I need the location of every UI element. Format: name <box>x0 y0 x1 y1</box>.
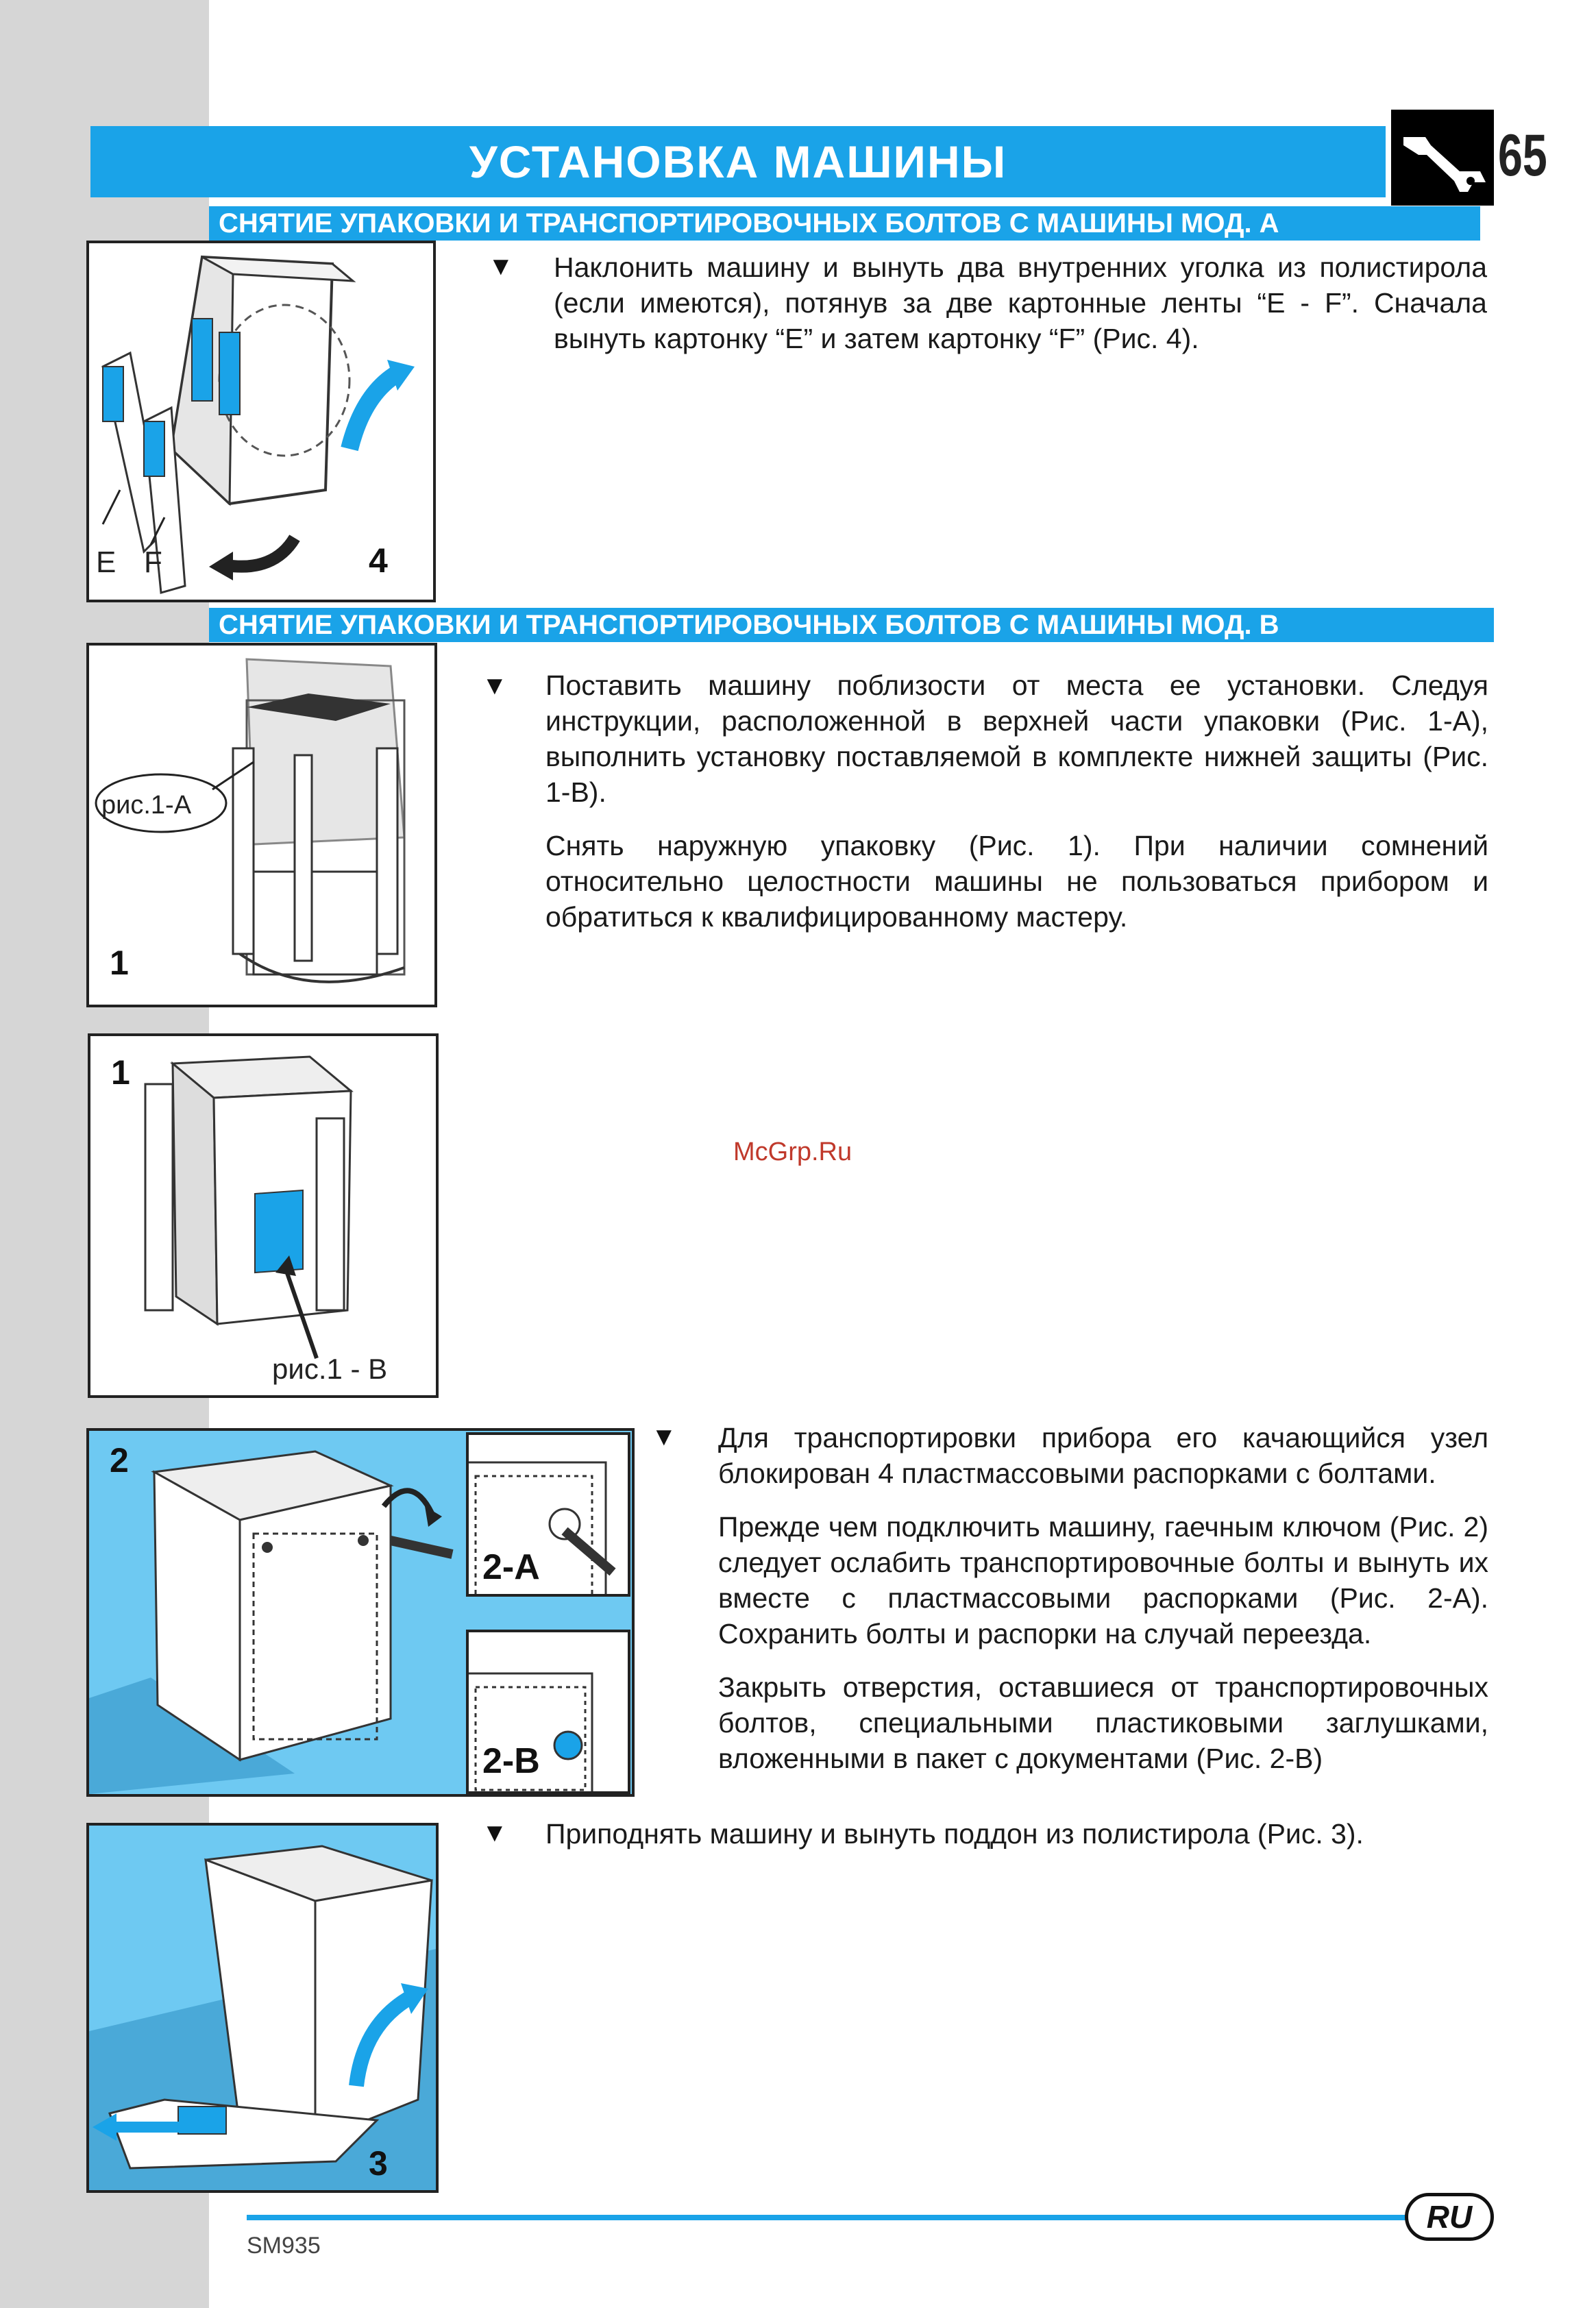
figure-4-label-f: F <box>144 545 162 579</box>
figure-4-label-e: E <box>96 545 116 579</box>
figure-1-callout: рис.1-A <box>101 791 192 820</box>
figure-1b <box>88 1033 439 1398</box>
figure-2a-illustration <box>469 1435 628 1594</box>
figure-2b-label: 2-B <box>482 1741 540 1781</box>
language-badge: RU <box>1405 2193 1494 2241</box>
figure-2b-illustration <box>469 1632 628 1791</box>
bullet-2: ▼ <box>482 672 508 700</box>
text-block-mod-a <box>554 249 1487 374</box>
text-block-bolts <box>718 1420 1488 1794</box>
figure-4-number: 4 <box>369 541 388 580</box>
text-block-mod-b <box>545 667 1488 953</box>
figure-2a <box>466 1432 630 1597</box>
paragraph-mod-b-2: Снять наружную упаковку (Рис. 1). При наличии сомнений относительно целостности машины не пользоваться прибором и обратиться к квалифицированному мастеру. <box>545 830 1488 933</box>
paragraph-bolts-2: Прежде чем подключить машину, гаечным ключом (Рис. 2) следует ослабить транспортировочные болты и вынуть их вместе с пластмассовыми распорками (Рис. 2-A). Сохранить болты и распорки на случай переезда. <box>718 1511 1488 1649</box>
wrench-icon <box>1391 110 1494 206</box>
footer-line <box>247 2215 1412 2220</box>
figure-1 <box>86 643 437 1007</box>
bullet-1: ▼ <box>488 252 514 281</box>
figure-1b-callout: рис.1 - B <box>272 1353 388 1385</box>
paragraph-bolts-1: Для транспортировки прибора его качающийся узел блокирован 4 пластмассовыми распорками с болтами. <box>718 1422 1488 1489</box>
model-code: SM935 <box>247 2233 321 2259</box>
figure-1-illustration <box>89 646 434 1005</box>
figure-1-number: 1 <box>110 944 129 982</box>
figure-2a-label: 2-A <box>482 1547 540 1587</box>
page-title: УСТАНОВКА МАШИНЫ <box>90 126 1386 197</box>
figure-3-number: 3 <box>369 2144 388 2183</box>
section-heading-mod-b: СНЯТИЕ УПАКОВКИ И ТРАНСПОРТИРОВОЧНЫХ БОЛТОВ С МАШИНЫ МОД. B <box>209 608 1494 642</box>
figure-3 <box>86 1823 439 2193</box>
paragraph-mod-a: Наклонить машину и вынуть два внутренних уголка из полистирола (если имеются), потянув за две картонные ленты “E - F”. Сначала вынуть картонку “E” и затем картонку “F” (Рис. 4). <box>554 251 1487 354</box>
figure-4 <box>86 241 436 602</box>
figure-2-number: 2 <box>110 1441 129 1480</box>
text-block-pallet <box>545 1816 1488 1869</box>
paragraph-mod-b-1: Поставить машину поблизости от места ее установки. Следуя инструкции, расположенной в верхней части упаковки (Рис. 1-A), выполнить установку поставляемой в комплекте нижней защиты (Рис. 1-B). <box>545 670 1488 808</box>
paragraph-bolts-3: Закрыть отверстия, оставшиеся от транспортировочных болтов, специальными пластиковыми заглушками, вложенными в пакет с документами (Рис. 2-B) <box>718 1671 1488 1774</box>
paragraph-pallet: Приподнять машину и вынуть поддон из полистирола (Рис. 3). <box>545 1818 1364 1850</box>
bullet-3: ▼ <box>651 1423 677 1451</box>
page-number: 65 <box>1498 123 1547 188</box>
figure-1b-illustration <box>90 1036 436 1395</box>
figure-4-illustration <box>89 243 433 600</box>
watermark: McGrp.Ru <box>733 1138 852 1166</box>
figure-1b-number: 1 <box>111 1053 130 1092</box>
bullet-4: ▼ <box>482 1819 508 1847</box>
figure-2b <box>466 1630 630 1794</box>
figure-3-illustration <box>89 1826 436 2190</box>
section-heading-mod-a: СНЯТИЕ УПАКОВКИ И ТРАНСПОРТИРОВОЧНЫХ БОЛТОВ С МАШИНЫ МОД. A <box>209 206 1480 241</box>
